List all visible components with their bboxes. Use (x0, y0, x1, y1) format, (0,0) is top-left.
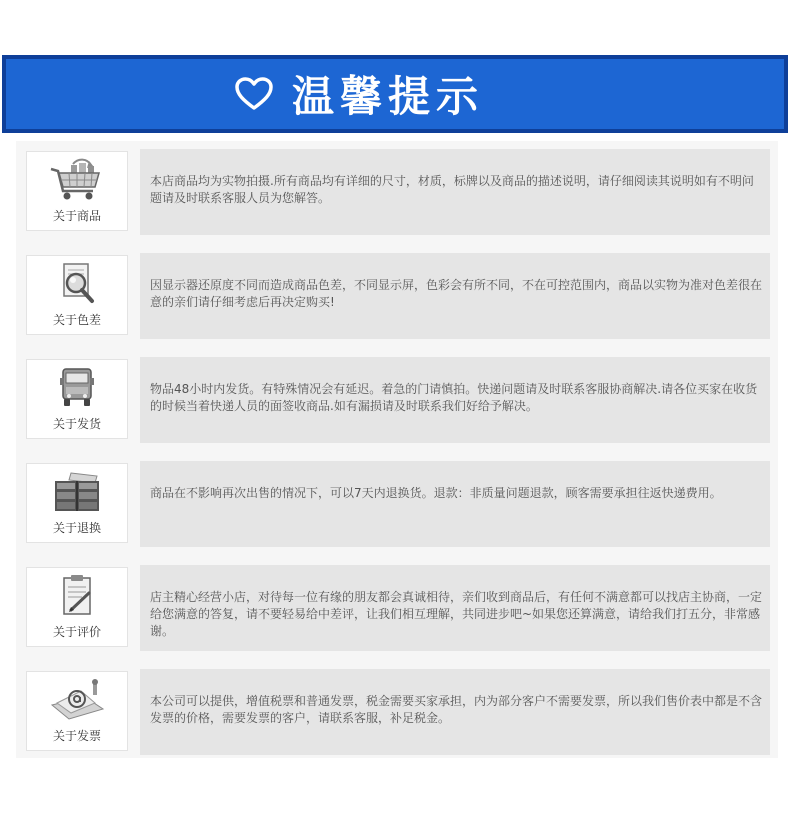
notice-item-shipping (24, 357, 770, 443)
description-box (140, 461, 770, 547)
description-text: 本店商品均为实物拍摄.所有商品均有详细的尺寸，材质，标牌以及商品的描述说明，请仔细阅读其说明如有不明问题请及时联系客服人员为您解答。 (150, 174, 754, 205)
icon-label: 关于发票 (52, 729, 101, 743)
description-box (140, 253, 770, 339)
description-text: 因显示器还原度不同而造成商品色差，不同显示屏，色彩会有所不同，不在可控范围内，商品以实物为准对色差很在意的亲们请仔细考虑后再决定购买! (150, 278, 763, 309)
notice-panel (16, 141, 778, 758)
description-text: 店主精心经营小店，对待每一位有缘的朋友都会真诚相待，亲们收到商品后，有任何不满意都可以找店主协商，一定给您满意的答复，请不要轻易给中差评，让我们相互理解，共同进步吧~如果您还算满意，请给我们打五分，非常感谢。 (150, 590, 763, 638)
icon-box-returns (26, 463, 128, 543)
notice-item-color (24, 253, 770, 339)
icon-box-invoice (26, 671, 128, 751)
stacked-boxes-icon (47, 469, 107, 517)
banner-content (234, 64, 484, 124)
description-box (140, 357, 770, 443)
icon-box-product (26, 151, 128, 231)
icon-label: 关于评价 (52, 625, 101, 639)
notice-item-returns (24, 461, 770, 547)
title-banner (2, 55, 788, 133)
description-text: 物品48小时内发货。有特殊情况会有延迟。着急的门请慎拍。快递问题请及时联系客服协商解决.请各位买家在收货的时候当着快递人员的面签收商品.如有漏损请及时联系我们好给予解决。 (150, 382, 758, 413)
description-text: 本公司可以提供，增值税票和普通发票，税金需要买家承担，内为部分客户不需要发票，所以我们售价表中都是不含发票的价格，需要发票的客户，请联系客服，补足税金。 (150, 694, 763, 725)
notice-item-product (24, 149, 770, 235)
notice-item-invoice (24, 669, 770, 755)
icon-label: 关于色差 (52, 313, 101, 327)
description-text: 商品在不影响再次出售的情况下，可以7天内退换货。退款：非质量问题退款，顾客需要承担往返快递费用。 (150, 486, 722, 500)
banner-title: 温馨提示 (291, 72, 484, 121)
icon-box-review (26, 567, 128, 647)
clipboard-pen-icon (47, 573, 107, 621)
delivery-truck-icon (47, 365, 107, 413)
notice-item-review (24, 565, 770, 651)
description-box (140, 149, 770, 235)
icon-box-shipping (26, 359, 128, 439)
shopping-cart-icon (47, 157, 107, 205)
heart-outline-icon (234, 76, 274, 112)
magnifier-document-icon (47, 261, 107, 309)
description-box (140, 565, 770, 651)
icon-label: 关于发货 (52, 417, 101, 431)
description-box (140, 669, 770, 755)
icon-label: 关于退换 (52, 521, 101, 535)
email-envelope-icon (47, 677, 107, 725)
icon-label: 关于商品 (52, 209, 101, 223)
icon-box-color (26, 255, 128, 335)
